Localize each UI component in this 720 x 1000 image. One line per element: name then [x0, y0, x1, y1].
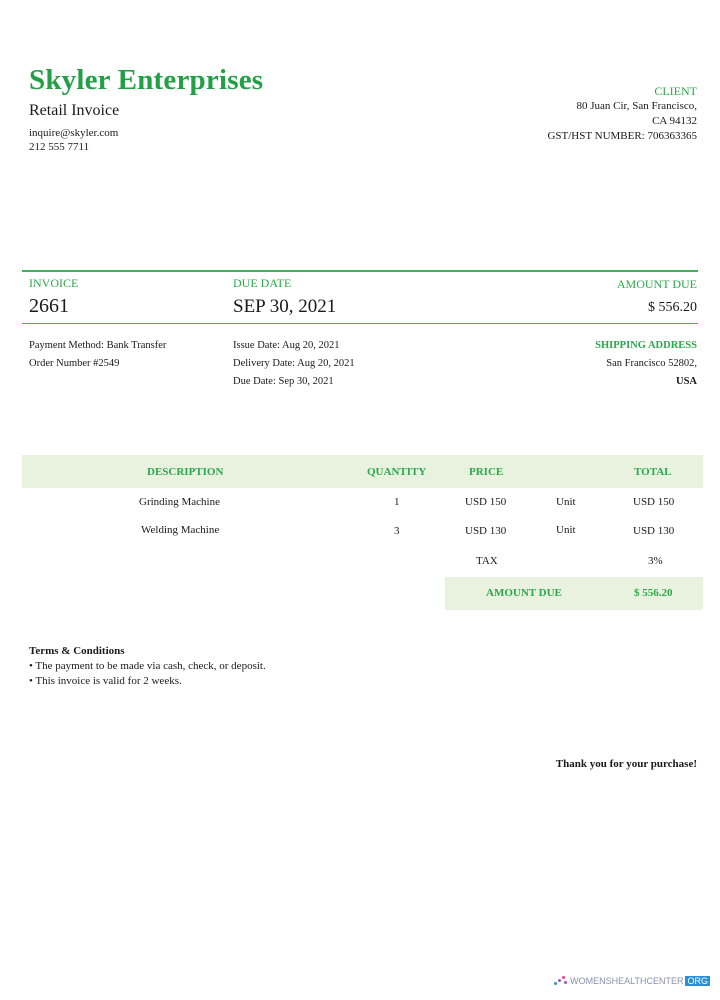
- company-phone: 212 555 7711: [29, 141, 90, 153]
- delivery-date: Delivery Date: Aug 20, 2021: [233, 358, 355, 369]
- row-total: USD 130: [633, 525, 675, 537]
- shipping-label: SHIPPING ADDRESS: [595, 340, 697, 351]
- due-date-label: DUE DATE: [233, 276, 292, 290]
- watermark: [554, 976, 710, 986]
- order-number: Order Number #2549: [29, 358, 120, 369]
- client-label: CLIENT: [654, 84, 697, 98]
- company-email: inquire@skyler.com: [29, 127, 119, 139]
- terms-line: • The payment to be made via cash, check, or deposit.: [29, 660, 266, 672]
- tax-label: TAX: [476, 555, 498, 567]
- row-unit: Unit: [556, 524, 576, 536]
- th-total: TOTAL: [634, 466, 672, 478]
- shipping-line1: San Francisco 52802,: [606, 358, 697, 369]
- issue-date: Issue Date: Aug 20, 2021: [233, 340, 340, 351]
- row-price: USD 130: [465, 525, 507, 537]
- th-description: DESCRIPTION: [147, 466, 224, 478]
- client-block: [547, 84, 697, 144]
- row-price: USD 150: [465, 496, 507, 508]
- invoice-number: 2661: [29, 295, 69, 317]
- date-details: [233, 337, 355, 391]
- due-date-value: SEP 30, 2021: [233, 296, 337, 317]
- row-unit: Unit: [556, 496, 576, 508]
- client-address-line1: 80 Juan Cir, San Francisco,: [576, 100, 697, 112]
- th-price: PRICE: [469, 466, 504, 478]
- table-amount-due-label: AMOUNT DUE: [486, 587, 562, 599]
- company-name: Skyler Enterprises: [29, 64, 264, 96]
- payment-method: Payment Method: Bank Transfer: [29, 340, 167, 351]
- client-gst: GST/HST NUMBER: 706363365: [547, 130, 697, 142]
- row-description: Welding Machine: [141, 524, 220, 536]
- client-address-line2: CA 94132: [652, 115, 697, 127]
- row-quantity: 1: [394, 496, 400, 508]
- terms-block: [29, 644, 266, 689]
- terms-line: • This invoice is valid for 2 weeks.: [29, 675, 182, 687]
- row-total: USD 150: [633, 496, 675, 508]
- table-amount-due-value: $ 556.20: [634, 587, 673, 599]
- row-quantity: 3: [394, 525, 400, 537]
- table-header-bg: [22, 455, 703, 488]
- thank-you-note: Thank you for your purchase!: [555, 758, 697, 770]
- th-quantity: QUANTITY: [367, 466, 427, 478]
- summary-bottom-rule: [22, 323, 698, 324]
- terms-title: Terms & Conditions: [29, 645, 125, 657]
- watermark-logo-icon: [554, 976, 568, 986]
- payment-details: [29, 337, 166, 373]
- amount-due-label: AMOUNT DUE: [616, 277, 697, 291]
- amount-due-value: $ 556.20: [648, 300, 697, 315]
- watermark-text: WOMENSHEALTHCENTER: [570, 976, 684, 986]
- shipping-address: [595, 337, 697, 391]
- summary-top-rule: [22, 270, 698, 272]
- watermark-tld: ORG: [687, 976, 708, 986]
- invoice-label: INVOICE: [29, 276, 79, 290]
- tax-value: 3%: [648, 555, 663, 567]
- due-date-detail: Due Date: Sep 30, 2021: [233, 376, 334, 387]
- row-description: Grinding Machine: [139, 496, 220, 508]
- invoice-subtitle: Retail Invoice: [29, 102, 120, 119]
- shipping-line2: USA: [675, 376, 697, 387]
